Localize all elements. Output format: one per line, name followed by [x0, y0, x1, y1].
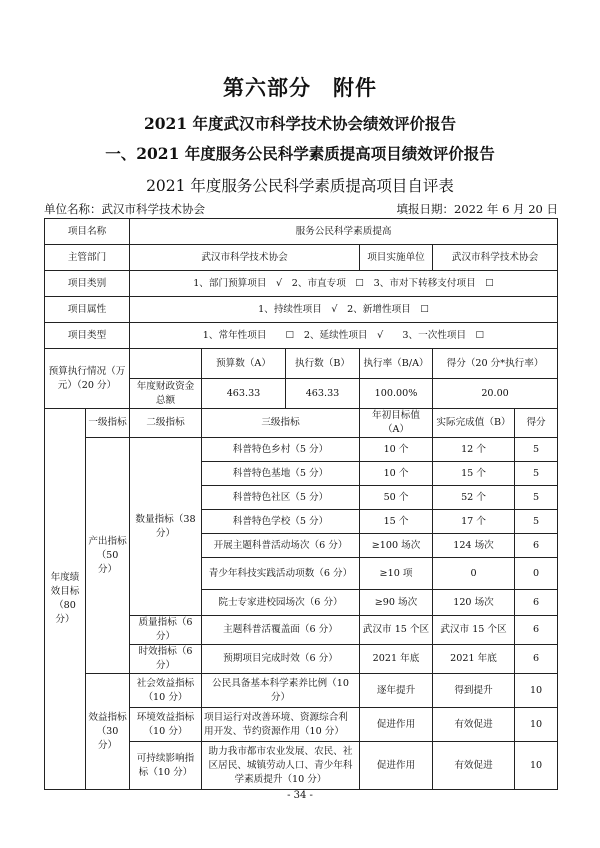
- indicator-name: 科普特色社区（5 分）: [202, 486, 360, 510]
- budget-blank: [130, 349, 202, 379]
- perf-section-label: 年度绩效目标（80 分）: [45, 409, 86, 790]
- perf-header-level3: 三级指标: [202, 409, 360, 438]
- category-label: 项目类别: [45, 271, 130, 297]
- target-value: 15 个: [360, 510, 433, 534]
- target-value: 武汉市 15 个区: [360, 616, 433, 645]
- impl-value: 武汉市科学技术协会: [433, 245, 558, 271]
- budget-b: 463.33: [286, 379, 360, 409]
- output-label: 产出指标（50 分）: [86, 438, 130, 674]
- actual-value: 得到提升: [433, 674, 515, 708]
- budget-col-score: 得分（20 分*执行率）: [433, 349, 558, 379]
- project-name-value: 服务公民科学素质提高: [130, 219, 558, 245]
- budget-col-rate: 执行率（B/A）: [360, 349, 433, 379]
- actual-value: 有效促进: [433, 742, 515, 790]
- row-perf-header: [45, 409, 558, 438]
- indicator-name: 公民具备基本科学素养比例（10 分）: [202, 674, 360, 708]
- target-value: 50 个: [360, 486, 433, 510]
- attr-label: 项目属性: [45, 297, 130, 323]
- table-row: [45, 438, 558, 462]
- score-value: 5: [515, 438, 558, 462]
- budget-col-b: 执行数（B）: [286, 349, 360, 379]
- indicator-name: 科普特色基地（5 分）: [202, 462, 360, 486]
- timeliness-label: 时效指标（6 分）: [130, 645, 202, 674]
- indicator-name: 科普特色乡村（5 分）: [202, 438, 360, 462]
- title-part: 第六部分: [223, 76, 311, 100]
- type-label: 项目类型: [45, 323, 130, 349]
- target-value: 促进作用: [360, 742, 433, 790]
- indicator-name: 科普特色学校（5 分）: [202, 510, 360, 534]
- target-value: 10 个: [360, 438, 433, 462]
- row-attribute: [45, 297, 558, 323]
- actual-value: 武汉市 15 个区: [433, 616, 515, 645]
- score-value: 5: [515, 510, 558, 534]
- perf-header-target: 年初目标值（A）: [360, 409, 433, 438]
- indicator-name: 项目运行对改善环境、资源综合利用开发、节约资源作用（10 分）: [202, 708, 360, 742]
- page-number: - 34 -: [287, 790, 313, 801]
- actual-value: 12 个: [433, 438, 515, 462]
- report-title: 2021 年度武汉市科学技术协会绩效评价报告: [143, 114, 457, 133]
- page-title: [0, 72, 600, 102]
- target-value: ≥100 场次: [360, 534, 433, 558]
- perf-header-score: 得分: [515, 409, 558, 438]
- target-value: 2021 年底: [360, 645, 433, 674]
- score-value: 6: [515, 645, 558, 674]
- score-value: 6: [515, 616, 558, 645]
- indicator-name: 助力我市都市农业发展、农民、社区居民、城镇劳动人口、青少年科学素质提升（10 分）: [202, 742, 360, 790]
- type-value: 1、常年性项目 ☐ 2、延续性项目 √ 3、一次性项目 ☐: [130, 323, 558, 349]
- score-value: 0: [515, 558, 558, 590]
- indicator-name: 主题科普活覆盖面（6 分）: [202, 616, 360, 645]
- budget-rate: 100.00%: [360, 379, 433, 409]
- row-project-name: [45, 219, 558, 245]
- score-value: 10: [515, 674, 558, 708]
- actual-value: 120 场次: [433, 590, 515, 616]
- row-category: [45, 271, 558, 297]
- score-value: 10: [515, 708, 558, 742]
- actual-value: 124 场次: [433, 534, 515, 558]
- indicator-name: 开展主题科普活动场次（6 分）: [202, 534, 360, 558]
- budget-row-label: 年度财政资金总额: [130, 379, 202, 409]
- score-value: 5: [515, 462, 558, 486]
- perf-header-actual: 实际完成值（B）: [433, 409, 515, 438]
- actual-value: 52 个: [433, 486, 515, 510]
- indicator-name: 预期项目完成时效（6 分）: [202, 645, 360, 674]
- target-value: 逐年提升: [360, 674, 433, 708]
- env-label: 环境效益指标（10 分）: [130, 708, 202, 742]
- sustain-label: 可持续影响指标（10 分）: [130, 742, 202, 790]
- table-title: 2021 年度服务公民科学素质提高项目自评表: [146, 177, 454, 195]
- row-budget-header: [45, 349, 558, 379]
- project-name-label: 项目名称: [45, 219, 130, 245]
- target-value: 促进作用: [360, 708, 433, 742]
- budget-a: 463.33: [202, 379, 286, 409]
- dept-label: 主管部门: [45, 245, 130, 271]
- score-value: 6: [515, 590, 558, 616]
- attr-value: 1、持续性项目 √ 2、新增性项目 ☐: [130, 297, 558, 323]
- title-word: 附件: [333, 76, 377, 100]
- row-type: [45, 323, 558, 349]
- unit-name: 单位名称：武汉市科学技术协会: [44, 202, 205, 216]
- benefit-label: 效益指标（30 分）: [86, 674, 130, 790]
- actual-value: 17 个: [433, 510, 515, 534]
- social-label: 社会效益指标（10 分）: [130, 674, 202, 708]
- indicator-name: 青少年科技实践活动项数（6 分）: [202, 558, 360, 590]
- dept-value: 武汉市科学技术协会: [130, 245, 360, 271]
- section-title: 一、2021 年度服务公民科学素质提高项目绩效评价报告: [105, 144, 495, 163]
- quality-label: 质量指标（6 分）: [130, 616, 202, 645]
- perf-header-level1: 一级指标: [86, 409, 130, 438]
- indicator-name: 院士专家进校园场次（6 分）: [202, 590, 360, 616]
- quantity-label: 数量指标（38 分）: [130, 438, 202, 616]
- fill-date: 填报日期：2022 年 6 月 20 日: [396, 202, 558, 216]
- target-value: ≥90 场次: [360, 590, 433, 616]
- budget-col-a: 预算数（A）: [202, 349, 286, 379]
- budget-score: 20.00: [433, 379, 558, 409]
- impl-label: 项目实施单位: [360, 245, 433, 271]
- actual-value: 有效促进: [433, 708, 515, 742]
- row-department: [45, 245, 558, 271]
- self-evaluation-table: [44, 218, 558, 790]
- target-value: 10 个: [360, 462, 433, 486]
- perf-header-level2: 二级指标: [130, 409, 202, 438]
- budget-label: 预算执行情况（万元）（20 分）: [45, 349, 130, 409]
- category-value: 1、部门预算项目 √ 2、市直专项 ☐ 3、市对下转移支付项目 ☐: [130, 271, 558, 297]
- target-value: ≥10 项: [360, 558, 433, 590]
- actual-value: 0: [433, 558, 515, 590]
- actual-value: 2021 年底: [433, 645, 515, 674]
- score-value: 10: [515, 742, 558, 790]
- table-row: [45, 674, 558, 708]
- score-value: 5: [515, 486, 558, 510]
- actual-value: 15 个: [433, 462, 515, 486]
- score-value: 6: [515, 534, 558, 558]
